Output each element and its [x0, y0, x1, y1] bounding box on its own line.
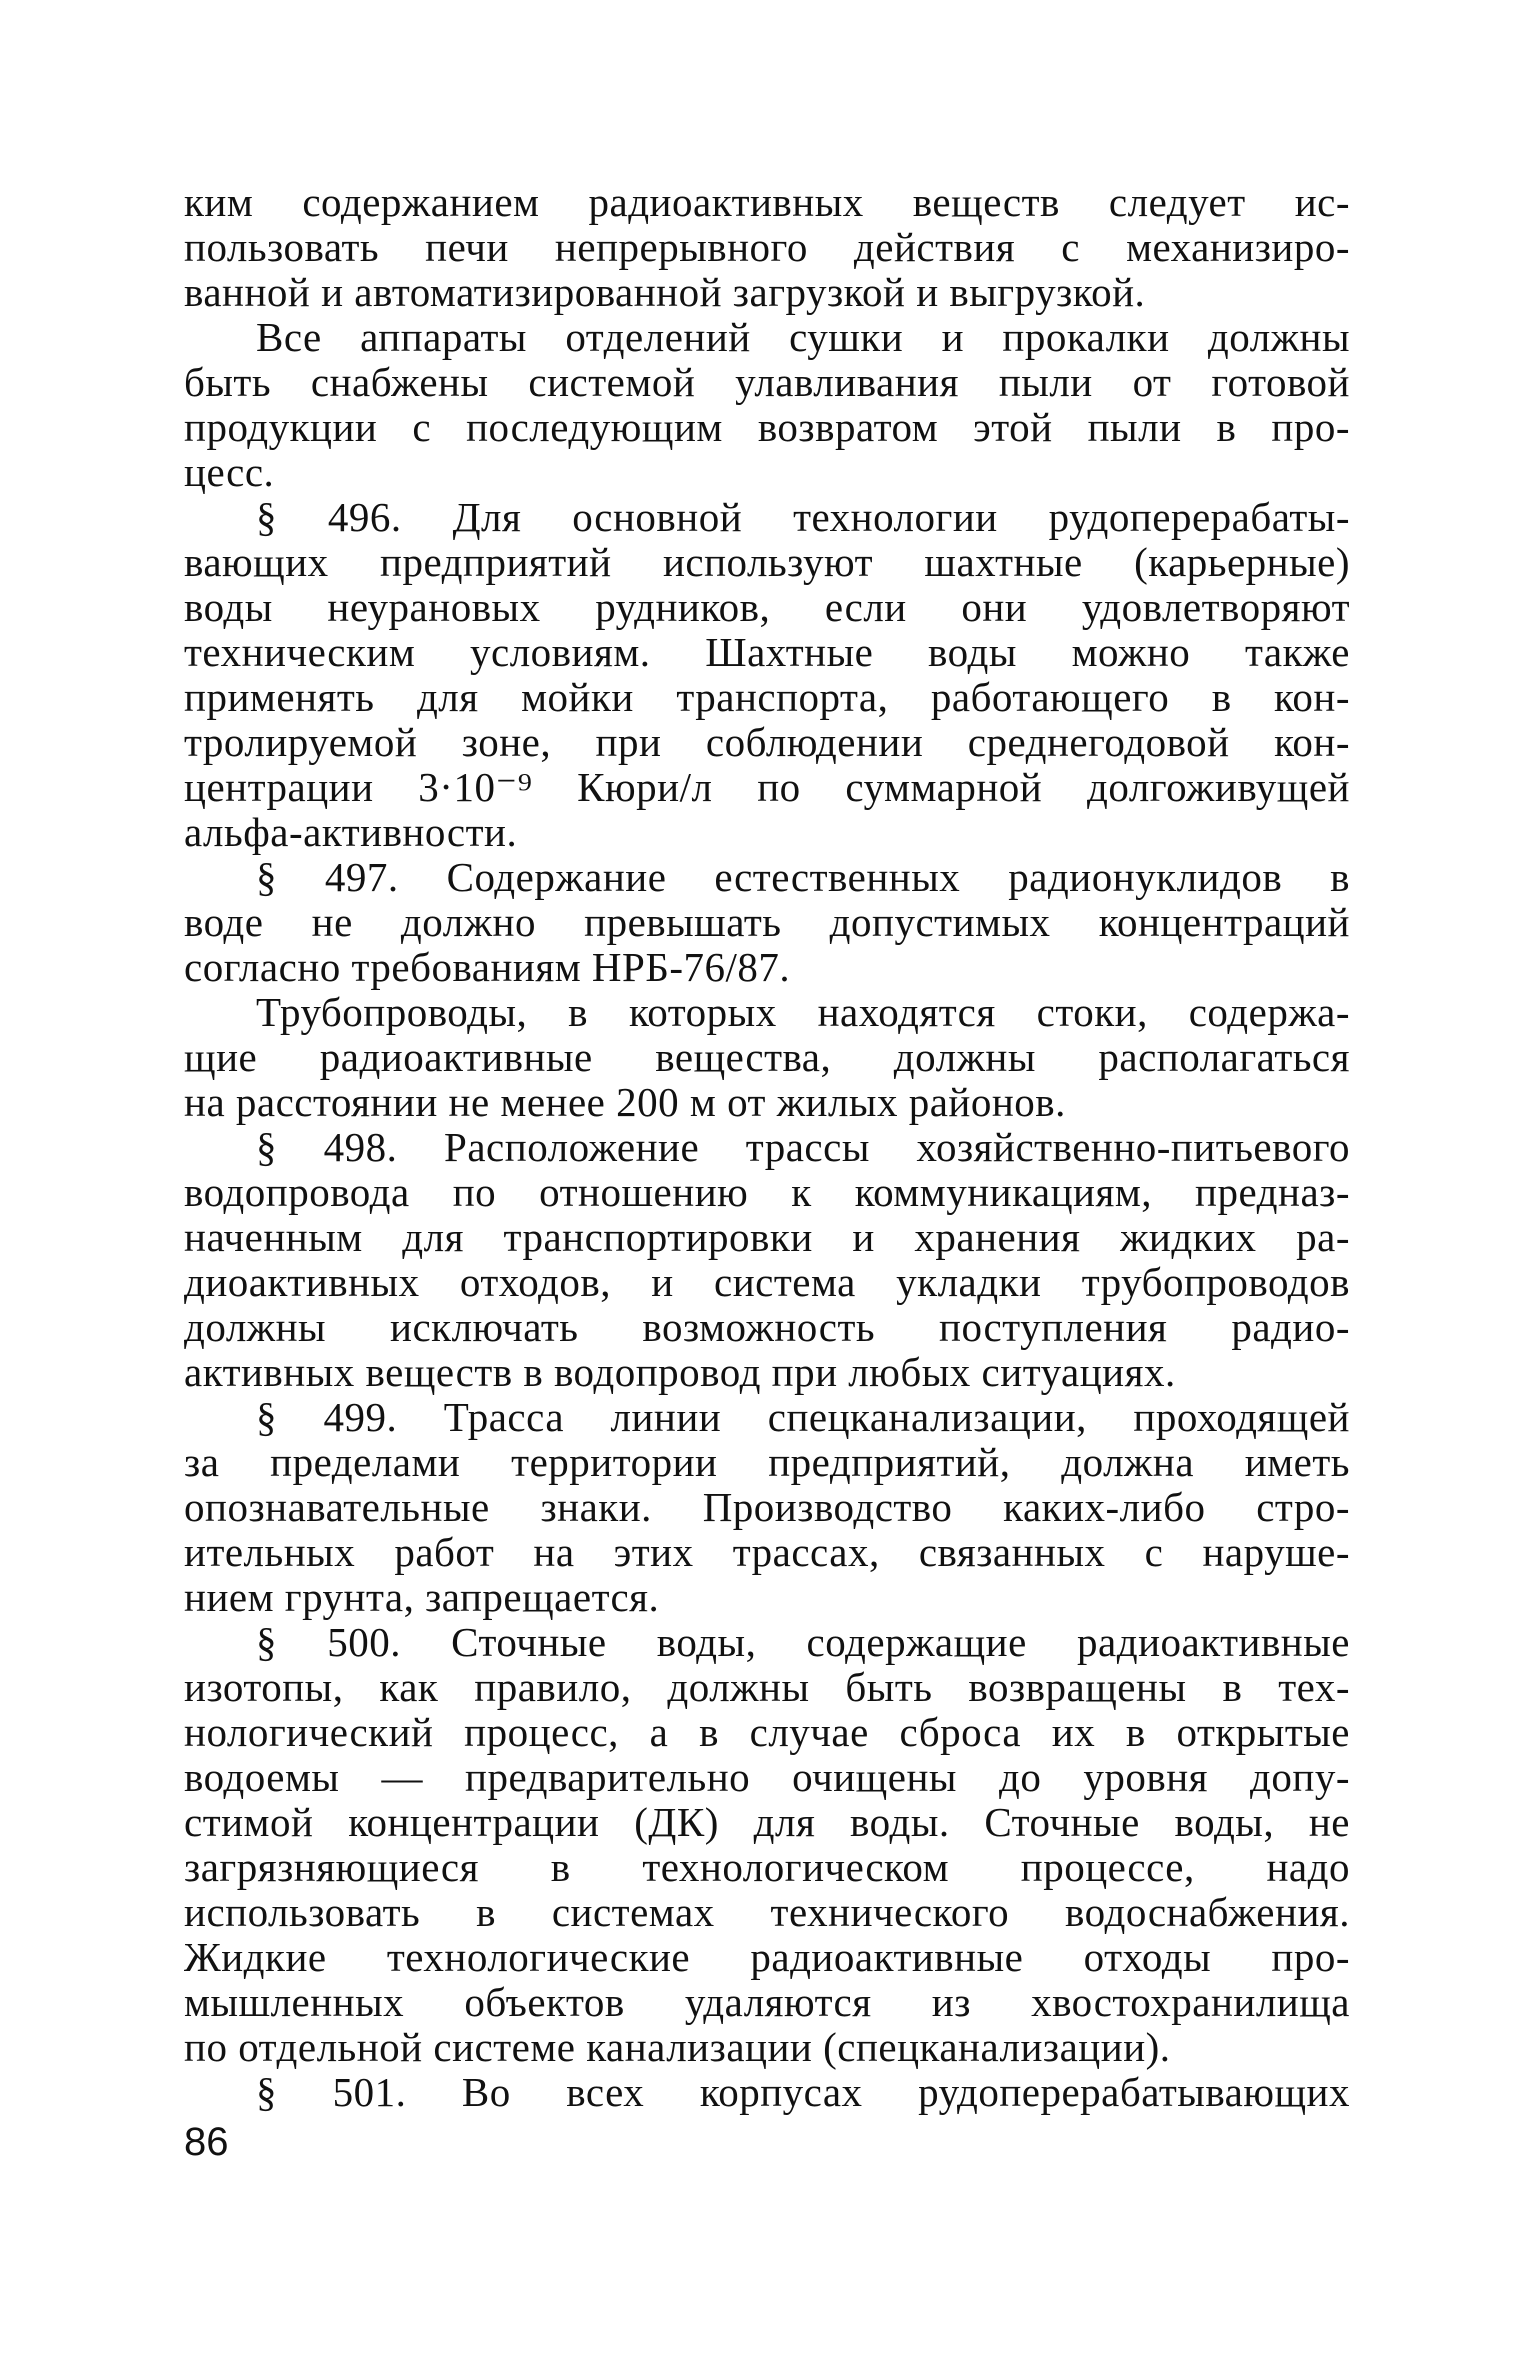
text-line: согласно требованиям НРБ-76/87. — [184, 944, 791, 990]
text-line: альфа-активности. — [184, 809, 518, 855]
text-line: водоемы — предварительно очищены до уровня допу- — [184, 1754, 1350, 1800]
text-line: на расстоянии не менее 200 м от жилых районов. — [184, 1079, 1066, 1125]
text-line: вающих предприятий используют шахтные (карьерные) — [184, 539, 1350, 585]
text-line: за пределами территории предприятий, должна иметь — [184, 1439, 1350, 1485]
text-line: использовать в системах технического водоснабжения. — [184, 1889, 1350, 1935]
text-line: воде не должно превышать допустимых концентраций — [184, 899, 1350, 945]
text-line: быть снабжены системой улавливания пыли от готовой — [184, 359, 1350, 405]
text-line: наченным для транспортировки и хранения жидких ра- — [184, 1214, 1350, 1260]
text-line: Жидкие технологические радиоактивные отходы про- — [184, 1934, 1350, 1980]
text-line: ванной и автоматизированной загрузкой и выгрузкой. — [184, 269, 1146, 315]
text-line: § 498. Расположение трассы хозяйственно-питьевого — [256, 1124, 1350, 1170]
text-line: стимой концентрации (ДК) для воды. Сточные воды, не — [184, 1799, 1350, 1845]
text-line: опознавательные знаки. Производство каких-либо стро- — [184, 1484, 1350, 1530]
text-line: щие радиоактивные вещества, должны располагаться — [184, 1034, 1350, 1080]
text-line: центрации 3·10⁻⁹ Кюри/л по суммарной долгоживущей — [184, 764, 1350, 810]
text-line: § 501. Во всех корпусах рудоперерабатывающих — [256, 2069, 1350, 2115]
text-line: применять для мойки транспорта, работающего в кон- — [184, 674, 1350, 720]
text-line: нием грунта, запрещается. — [184, 1574, 660, 1620]
text-line: нологический процесс, а в случае сброса их в открытые — [184, 1709, 1350, 1755]
text-line: цесс. — [184, 449, 275, 495]
text-line: продукции с последующим возвратом этой пыли в про- — [184, 404, 1350, 450]
text-line: загрязняющиеся в технологическом процессе, надо — [184, 1844, 1350, 1890]
text-line: диоактивных отходов, и система укладки трубопроводов — [184, 1259, 1350, 1305]
text-line: мышленных объектов удаляются из хвостохранилища — [184, 1979, 1350, 2025]
text-line: Трубопроводы, в которых находятся стоки, содержа- — [256, 989, 1350, 1035]
text-line: § 499. Трасса линии спецканализации, проходящей — [256, 1394, 1350, 1440]
text-line: техническим условиям. Шахтные воды можно также — [184, 629, 1350, 675]
text-line: § 500. Сточные воды, содержащие радиоактивные — [256, 1619, 1350, 1665]
page-body — [184, 180, 1350, 2115]
text-line: изотопы, как правило, должны быть возвращены в тех- — [184, 1664, 1350, 1710]
text-line: § 496. Для основной технологии рудоперерабаты- — [256, 494, 1350, 540]
text-line: по отдельной системе канализации (спецканализации). — [184, 2024, 1171, 2070]
text-line: тролируемой зоне, при соблюдении среднегодовой кон- — [184, 719, 1350, 765]
text-line: § 497. Содержание естественных радионуклидов в — [256, 854, 1350, 900]
page-number: 86 — [184, 2120, 229, 2164]
text-line: активных веществ в водопровод при любых ситуациях. — [184, 1349, 1176, 1395]
text-line: ительных работ на этих трассах, связанных с наруше- — [184, 1529, 1350, 1575]
text-line: должны исключать возможность поступления радио- — [184, 1304, 1350, 1350]
text-line: пользовать печи непрерывного действия с механизиро- — [184, 224, 1350, 270]
text-line: Все аппараты отделений сушки и прокалки должны — [256, 314, 1350, 360]
text-line: ким содержанием радиоактивных веществ следует ис- — [184, 179, 1350, 225]
text-line: водопровода по отношению к коммуникациям, предназ- — [184, 1169, 1350, 1215]
text-line: воды неурановых рудников, если они удовлетворяют — [184, 584, 1350, 630]
